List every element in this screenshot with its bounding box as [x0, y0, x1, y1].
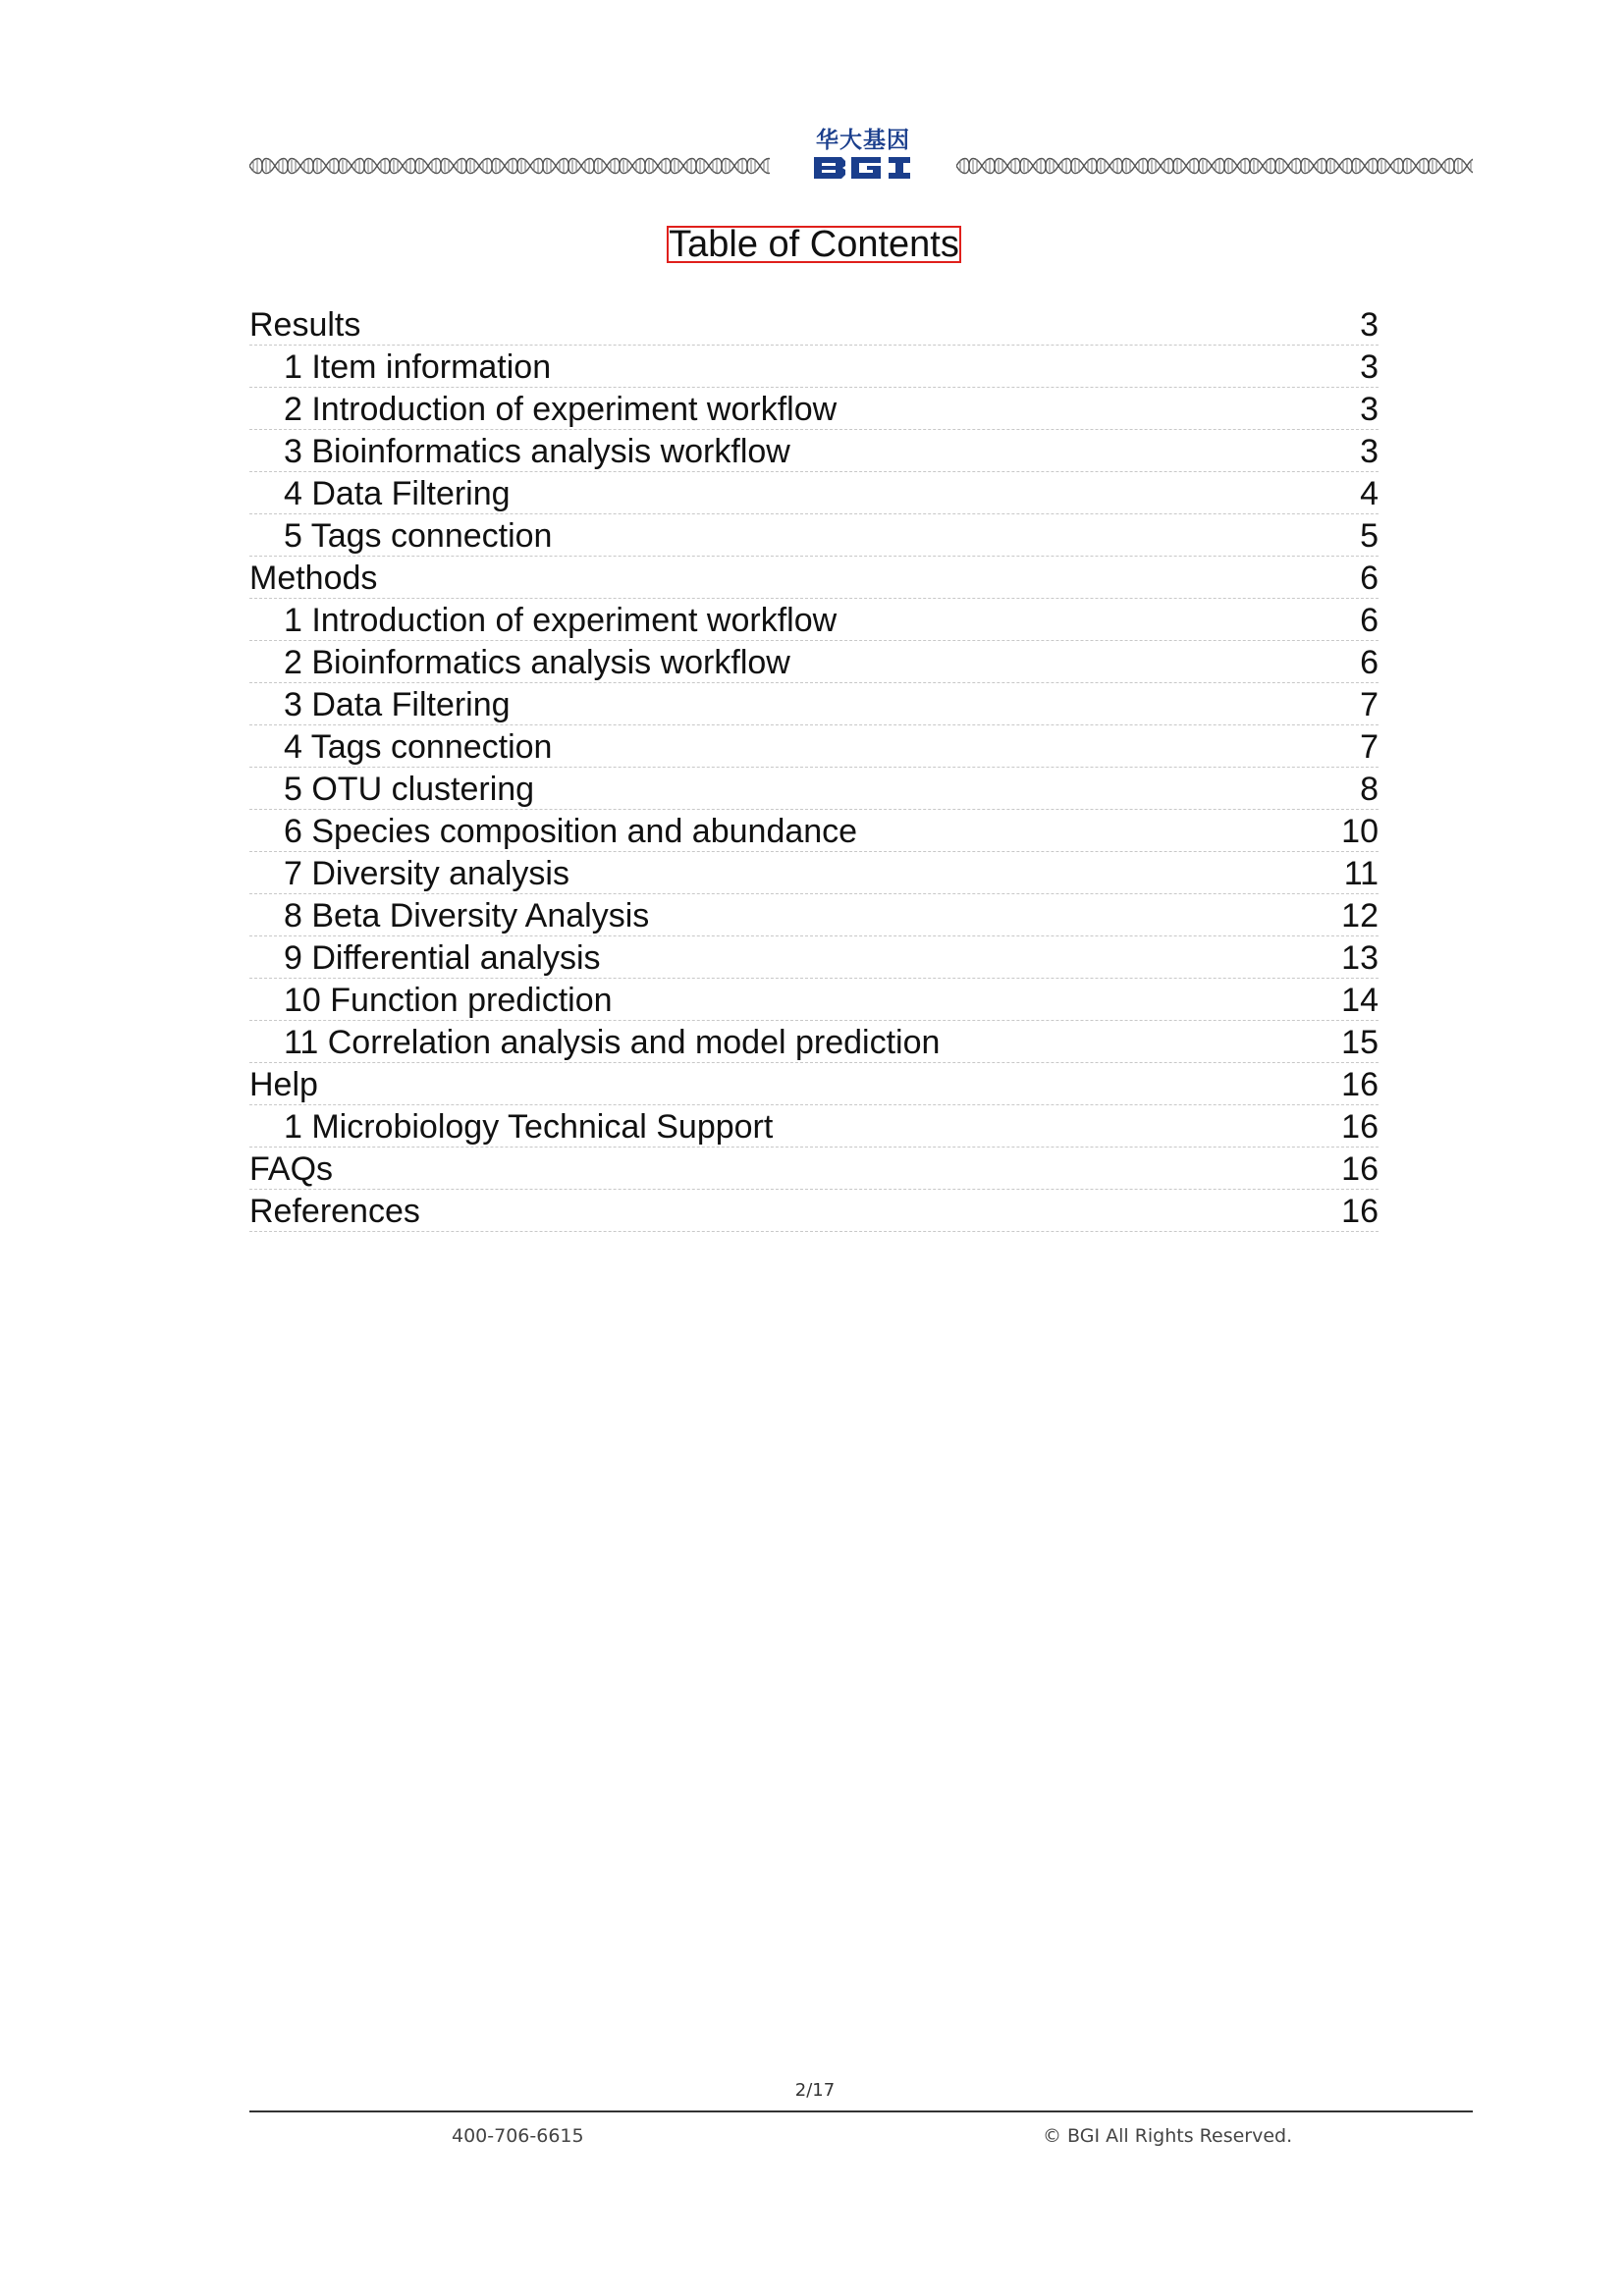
toc-section-link[interactable] [249, 303, 1379, 346]
footer-phone: 400-706-6615 [452, 2125, 584, 2147]
toc-subsection-link[interactable] [249, 852, 1379, 894]
toc-entry-label: References [249, 1193, 420, 1230]
toc-section-link[interactable] [249, 1190, 1379, 1232]
toc-entry-label: 1 Introduction of experiment workflow [284, 602, 838, 639]
toc-entry-page-number: 3 [1360, 433, 1379, 470]
toc-entry-page-number: 7 [1360, 728, 1379, 766]
logo-bgi-mark [812, 155, 914, 181]
toc-entry-label: 5 OTU clustering [284, 771, 535, 808]
toc-entry-label: Help [249, 1066, 318, 1103]
toc-entry-page-number: 7 [1360, 686, 1379, 723]
toc-entry-label: 3 Bioinformatics analysis workflow [284, 433, 790, 470]
toc-subsection-link[interactable] [249, 388, 1379, 430]
toc-entry-page-number: 6 [1360, 560, 1379, 597]
toc-entry-page-number: 14 [1341, 982, 1379, 1019]
toc-entry-page-number: 6 [1360, 602, 1379, 639]
toc-entry-label: Results [249, 306, 361, 344]
page-number: 2/17 [794, 2080, 836, 2101]
toc-entry-label: 2 Bioinformatics analysis workflow [284, 644, 790, 681]
toc-entry-label: Methods [249, 560, 378, 597]
table-of-contents [249, 303, 1379, 1232]
footer-divider [249, 2110, 1473, 2112]
toc-section-link[interactable] [249, 1063, 1379, 1105]
bgi-logo [809, 128, 917, 183]
toc-entry-page-number: 12 [1341, 897, 1379, 934]
toc-entry-page-number: 3 [1360, 348, 1379, 386]
toc-section-link[interactable] [249, 1148, 1379, 1190]
toc-entry-label: 11 Correlation analysis and model prediction [284, 1024, 941, 1061]
toc-section-link[interactable] [249, 557, 1379, 599]
toc-subsection-link[interactable] [249, 768, 1379, 810]
toc-entry-label: 8 Beta Diversity Analysis [284, 897, 650, 934]
toc-subsection-link[interactable] [249, 894, 1379, 936]
toc-subsection-link[interactable] [249, 683, 1379, 725]
toc-entry-label: 7 Diversity analysis [284, 855, 569, 892]
toc-entry-label: 1 Item information [284, 348, 552, 386]
toc-entry-page-number: 3 [1360, 391, 1379, 428]
toc-entry-label: 3 Data Filtering [284, 686, 511, 723]
toc-entry-page-number: 5 [1360, 517, 1379, 555]
toc-entry-page-number: 11 [1343, 855, 1379, 892]
toc-entry-page-number: 16 [1341, 1150, 1379, 1188]
dna-strand-right-decoration [956, 156, 1473, 176]
toc-entry-page-number: 10 [1341, 813, 1379, 850]
toc-title: Table of Contents [667, 226, 961, 263]
toc-entry-label: 10 Function prediction [284, 982, 613, 1019]
toc-subsection-link[interactable] [249, 936, 1379, 979]
toc-entry-page-number: 16 [1341, 1193, 1379, 1230]
toc-entry-page-number: 15 [1341, 1024, 1379, 1061]
toc-entry-page-number: 16 [1341, 1108, 1379, 1146]
toc-entry-label: 2 Introduction of experiment workflow [284, 391, 838, 428]
toc-entry-label: FAQs [249, 1150, 334, 1188]
toc-entry-page-number: 6 [1360, 644, 1379, 681]
toc-subsection-link[interactable] [249, 599, 1379, 641]
toc-subsection-link[interactable] [249, 1021, 1379, 1063]
toc-subsection-link[interactable] [249, 810, 1379, 852]
toc-entry-page-number: 4 [1360, 475, 1379, 512]
page-header [249, 128, 1473, 187]
toc-entry-label: 9 Differential analysis [284, 939, 601, 977]
toc-entry-page-number: 3 [1360, 306, 1379, 344]
toc-subsection-link[interactable] [249, 979, 1379, 1021]
toc-subsection-link[interactable] [249, 514, 1379, 557]
toc-entry-label: 4 Tags connection [284, 728, 553, 766]
toc-entry-page-number: 8 [1360, 771, 1379, 808]
toc-entry-label: 5 Tags connection [284, 517, 553, 555]
toc-subsection-link[interactable] [249, 725, 1379, 768]
dna-strand-left-decoration [249, 156, 770, 176]
toc-subsection-link[interactable] [249, 1105, 1379, 1148]
toc-entry-page-number: 16 [1341, 1066, 1379, 1103]
logo-chinese-text: 华大基因 [816, 128, 910, 153]
toc-entry-label: 4 Data Filtering [284, 475, 511, 512]
toc-subsection-link[interactable] [249, 430, 1379, 472]
toc-subsection-link[interactable] [249, 346, 1379, 388]
toc-entry-label: 6 Species composition and abundance [284, 813, 858, 850]
toc-subsection-link[interactable] [249, 641, 1379, 683]
footer-copyright: © BGI All Rights Reserved. [1043, 2125, 1293, 2147]
toc-entry-page-number: 13 [1341, 939, 1379, 977]
toc-subsection-link[interactable] [249, 472, 1379, 514]
toc-entry-label: 1 Microbiology Technical Support [284, 1108, 774, 1146]
